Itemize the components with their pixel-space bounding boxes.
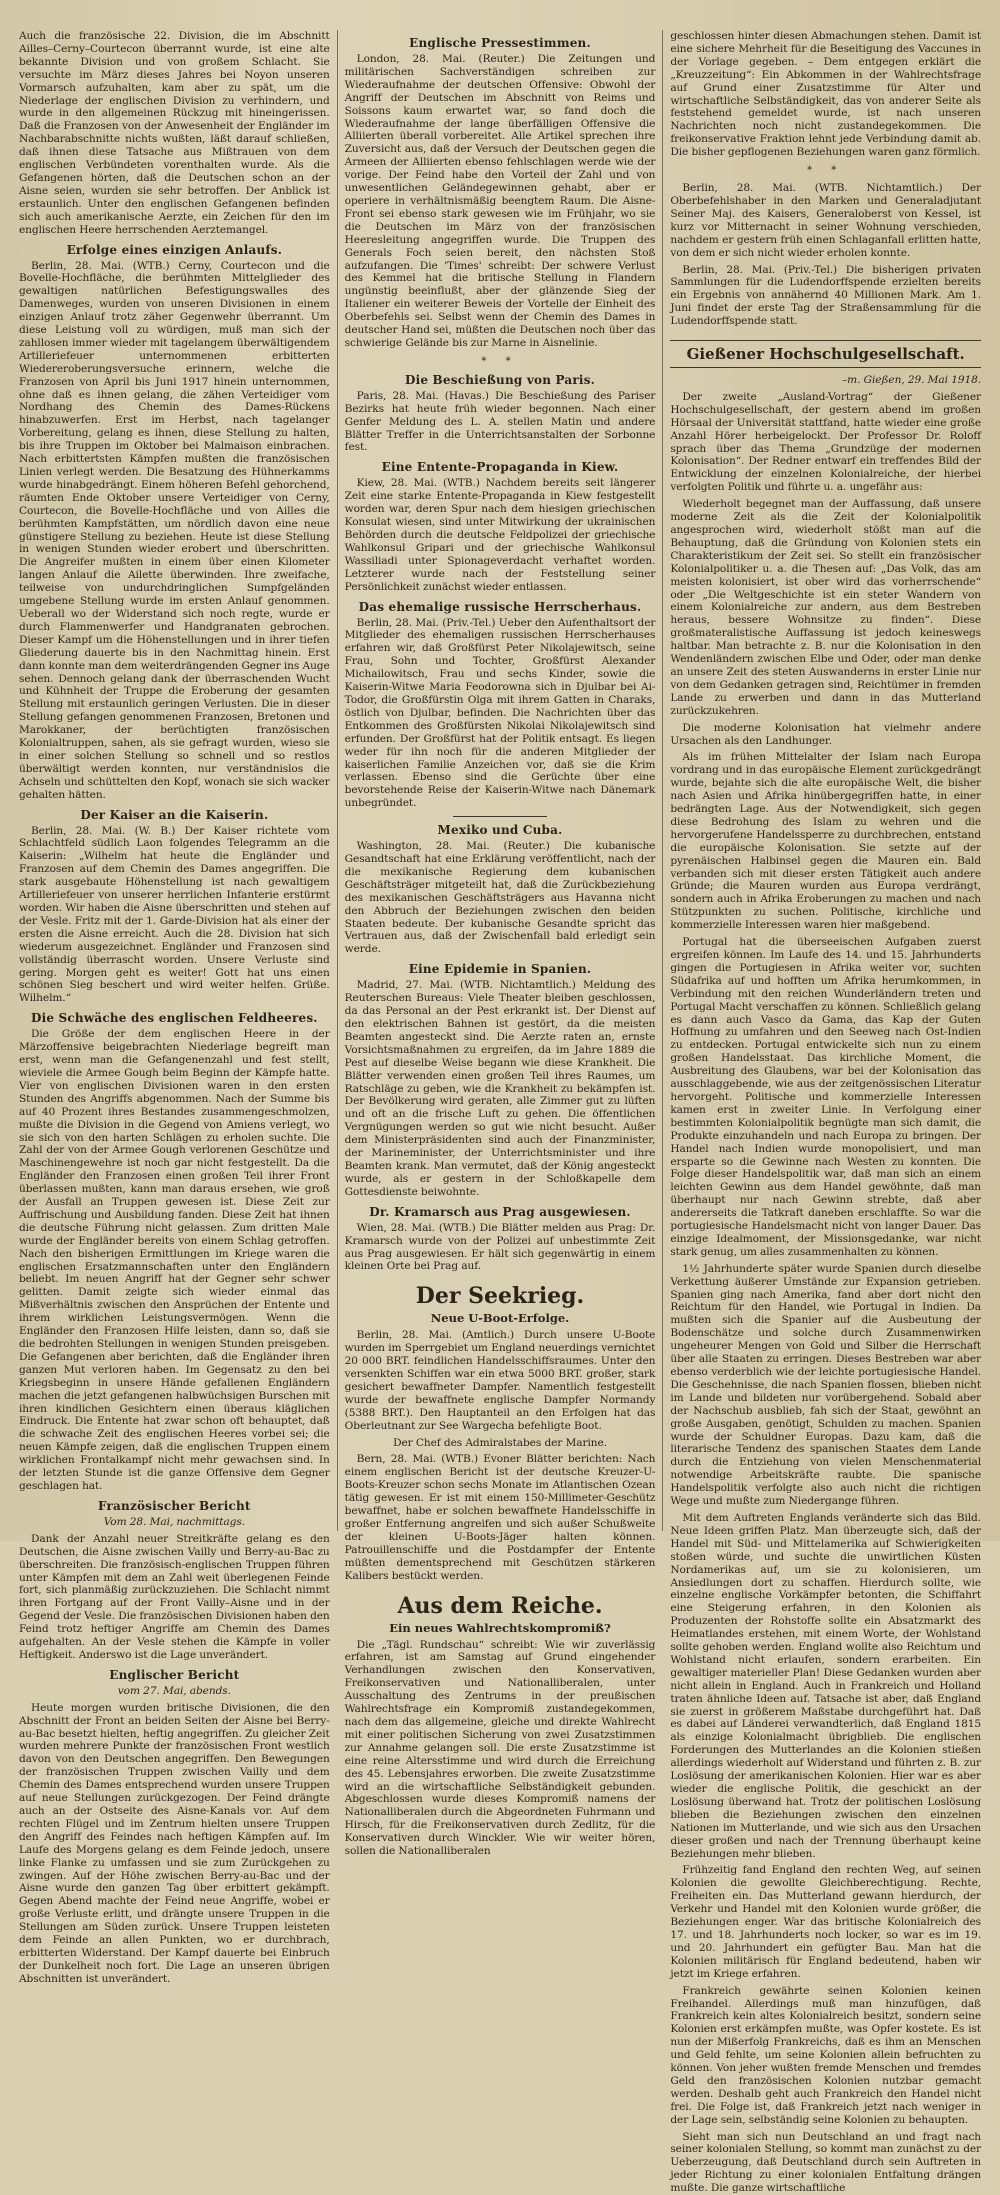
section-divider: * *: [807, 165, 845, 177]
article-ludendorffspende: Berlin, 28. Mai. (Priv.-Tel.) Die bisherigen privaten Sammlungen für die Ludendorffspende erzielten bereits ein Ergebnis von annähernd 40 Millionen Mark. Am 1. Juni findet der erste Tag der Straßensammlung für die Ludendorffspende statt.: [670, 263, 982, 328]
column-left: [12, 30, 337, 1985]
engl-bericht-date: vom 27. Mai, abends.: [117, 1684, 231, 1697]
hochschul-dateline: –m. Gießen, 29. Mai 1918.: [841, 374, 982, 387]
article-herrscherhaus: Berlin, 28. Mai. (Priv.-Tel.) Ueber den Aufenthaltsort der Mitglieder des ehemaligen russischen Herrscherhauses erfahren wir, daß Großfürst Peter Nikolajewitsch, seine Frau, Sohn und Tochter, Großfürst Alexander Michailowitsch, Frau und sechs Kinder, sowie die Kaiserin-Witwe Maria Feodorowna sich in Djulbar bei Ai-Todor, die Großfürstin Olga mit ihrem Gatten in Charaks, östlich von Djulbar, befinden. Die Nachrichten über das Entkommen des Großfürsten Nikolai Nikolajewitsch sind erfunden. Der Großfürst hat der Politik entsagt. Es liegen weder für ihn noch für die anderen Mitglieder der kaiserlichen Familie Anzeichen vor, daß sie die Krim verlassen. Ebenso sind die Gerüchte über eine bevorstehende Reise der Kaiserin-Witwe nach Dänemark unbegründet.: [344, 616, 656, 810]
headline-paris: Die Beschießung von Paris.: [404, 372, 596, 387]
headline-hochschulgesellschaft: Gießener Hochschulgesellschaft.: [670, 340, 981, 368]
article-uboot-signature: Der Chef des Admiralstabes der Marine.: [393, 1436, 607, 1449]
headline-engl-bericht: Englischer Bericht: [109, 1667, 240, 1682]
divider-rule: [453, 816, 546, 817]
article-hochschul-p10: Sieht man sich nun Deutschland an und fragt nach seiner kolonialen Stellung, so kommt man zunächst zu der Ueberzeugung, daß Deutschland durch sein Auftreten in jeder Richtung zu einer kolonialen Entfaltung drängen mußte. Die ganze wirtschaftliche: [670, 2130, 982, 2195]
headline-mexiko: Mexiko und Cuba.: [437, 823, 563, 838]
article-wahlrecht-continued: geschlossen hinter diesen Abmachungen stehen. Damit ist eine sichere Mehrheit für die Beseitigung des Vaccunes in der Vorlage gegeben. – Dem entgegen erklärt die „Kreuzzeitung“: Ein Abkommen in der Wahlrechtsfrage auf Grund einer Zusatzstimme für Alter und wirtschaftliche Selbständigkeit, das von anderer Seite als feststehend gemeldet wurde, ist nach unseren Nachrichten noch nicht zustandegekommen. Die freikonservative Fraktion lehnt jede Verbindung damit ab. Die bisher gepflogenen Beziehungen waren ganz förmlich.: [670, 30, 982, 159]
headline-kramarsch: Dr. Kramarsch aus Prag ausgewiesen.: [369, 1204, 631, 1219]
section-divider: * *: [481, 355, 519, 367]
article-paris: Paris, 28. Mai. (Havas.) Die Beschießung des Pariser Bezirks hat heute früh wieder begonnen. Nach einer Genfer Meldung des L. A. stellen Matin und andere Blätter Treffer in die Unterrichtsanstalten der Sorbonne fest.: [344, 389, 656, 454]
headline-reiche: Aus dem Reiche.: [397, 1592, 603, 1619]
subheadline-uboot: Neue U-Boot-Erfolge.: [430, 1311, 570, 1326]
headline-herrscherhaus: Das ehemalige russische Herrscherhaus.: [358, 599, 642, 614]
article-wahlrecht: Die „Tägl. Rundschau“ schreibt: Wie wir zuverlässig erfahren, ist am Samstag auf Grund eingehender Verhandlungen zwischen den Konservativen, Freikonservativen und Nationalliberalen, unter Ausschaltung des Zentrums in der preußischen Wahlrechtsfrage ein Kompromiß zustandegekommen, nach dem das allgemeine, gleiche und direkte Wahlrecht mit einer politischen Sicherung von zwei Zusatzstimmen zur Annahme gelangen soll. Die erste Zusatzstimme ist eine reine Altersstimme und wird durch die Erreichung des 45. Lebensjahres erworben. Die zweite Zusatzstimme wird an die wirtschaftliche Selbständigkeit gebunden. Abgeschlossen wurde dieses Kompromiß namens der Nationalliberalen durch die Abgeordneten Fuhrmann und Hirsch, für die Freikonservativen durch Zedlitz, für die Konservativen durch Winckler. Wie wir weiter hören, sollen die Nationalliberalen: [344, 1638, 656, 1858]
article-uboot: Berlin, 28. Mai. (Amtlich.) Durch unsere U-Boote wurden im Sperrgebiet um England neuerdings vernichtet 20 000 BRT. feindlichen Handelsschiffsraumes. Unter den versenkten Schiffen war ein etwa 5000 BRT. großer, stark gesichert bewaffneter Dampfer. Namentlich festgestellt wurde der bewaffnete englische Dampfer Normandy (5388 BRT.). Den Hauptanteil an den Erfolgen hat das Oberleutnant zur See Wargecha befehligte Boot.: [344, 1329, 656, 1432]
article-franz-bericht: Dank der Anzahl neuer Streitkräfte gelang es den Deutschen, die Aisne zwischen Vailly und Berry-au-Bac zu überschreiten. Die französisch-englischen Truppen führen unter Kämpfen mit dem an Zahl weit überlegenen Feinde fort, sich planmäßig zurückzuziehen. Die Schlacht nimmt ihren Fortgang auf der Front Vailly–Aisne und in der Gegend der Vesle. Die französischen Divisionen haben den Feind trotz heftiger Angriffe am Chemin des Dames aufgehalten. An der Vesle stehen die Kämpfe in voller Heftigkeit. Anderswo ist die Lage unverändert.: [19, 1532, 330, 1661]
article-hochschul-p2: Wiederholt begegnet man der Auffassung, daß unsere moderne Zeit als die Zeit der Kolonialpolitik angesprochen wird, wiederholt stößt man auf die Behauptung, daß die Gründung von Kolonien stets ein Charakteristikum der Zeit sei. So stellt ein französischer Kolonialpolitiker u. a. die Thesen auf: „Das Volk, das am meisten kolonisiert, ist ober wird das vorherrschende“ oder „Die Weltgeschichte ist ein steter Wandern von einem Kolonialreiche zur andern, aus dem Bestreben heraus, bessere Wohnsitze zu finden“. Diese großmateralistische Auffassung ist jedoch keineswegs haltbar. Man betrachte z. B. nur die Kolonisation in den Wendenländern zwischen Elbe und Oder, oder man denke an unsere Zeit des steten Auswanderns in erster Linie nur von dem Gedanken getragen sind, Reichtümer in fremden Lande zu erwerben und dann in das Mutterland zurückzukehren.: [670, 498, 982, 717]
article-hochschul-p9: Frankreich gewährte seinen Kolonien keinen Freihandel. Allerdings muß man hinzufügen, daß Frankreich kein altes Kolonialreich besitzt, sondern seine Kolonien erst erkämpfen mußte, was Opfer kostete. Es ist nun der Mißerfolg Frankreichs, daß es ihm an Menschen und Geld fehlte, um seine Kolonien allein befruchten zu können. Von jeher wußten fremde Menschen und fremdes Geld den französischen Kolonien nutzbar gemacht werden. Deshalb geht auch Frankreich den Handel nicht frei. Die Folge ist, daß Frankreich jetzt nach weniger in der Lage sein, selbständig seine Kolonien zu behaupten.: [670, 1984, 982, 2126]
article-continuation: Auch die französische 22. Division, die im Abschnitt Ailles–Cerny–Courtecon überrannt wurde, ist eine alte bekannte Division und von großem Schlacht. Sie versuchte im März dieses Jahres bei Noyon unseren Vormarsch aufzuhalten, kam aber zu spät, um die Niederlage der englischen Division zu verhindern, und wurde in den allgemeinen Rückzug mit hineingerissen. Daß die Franzosen von der Anwesenheit der Engländer im Nachbarabschnitte nichts wußten, läßt darauf schließen, daß ihnen diese Tatsache aus Mißtrauen von dem englischen Verbündeten vorenthalten wurde. Als die Gefangenen hörten, daß die Deutschen schon an der Aisne seien, wurden sie sehr betroffen. Der Anblick ist erstaunlich. Unter den englischen Gefangenen befinden sich auch amerikanische Aerzte, ein Zeichen für den im englischen Heere herrschenden Aerztemangel.: [19, 30, 330, 236]
article-hochschul-p7: Mit dem Auftreten Englands veränderte sich das Bild. Neue Ideen griffen Platz. Man überzeugte sich, daß der Handel mit Süd- und Mittelamerika auf Schwierigkeiten stoßen würde, und suchte die unwirtlichen Küsten Nordamerikas auf, um sie zu kolonisieren, um Ansiedlungen dort zu schaffen. Hierdurch sollte, wie einzelne englische Vorkämpfer betonten, die Schiffahrt eine Steigerung erfahren, in den Kolonien als Produzenten der Rohstoffe sollte ein Absatzmarkt des Heimatlandes erstehen, mit einem Worte, der Wohlstand sollte gehoben werden. England wollte also Reichtum und Wohlstand nicht erlaufen, sondern erarbeiten. Ein gewaltiger materieller Plan! Diese Gedanken wurden aber nicht allein in England. Auch in Frankreich und Holland traten ähnliche Ideen auf. Tatsache ist aber, daß England sie zuerst in größerem Maßstabe durchgeführt hat. Daß es dabei auf Länderei verwandterlich, daß England 1815 als einzige Kolonialmacht übrigblieb. Die englischen Forderungen des Mutterlandes an die Kolonien stießen allerdings wiederholt auf Widerstand und führten z. B. zur Loslösung der amerikanischen Kolonien. Hier war es aber wieder die englische Politik, die geschickt an der Loslösung überwand hat. Trotz der politischen Loslösung blieben die Beziehungen zwischen den einzelnen Nationen im Mutterlande, und wie sich aus den Ursachen dieser großen und nach der Trennung überhaupt keine Beziehungen mehr blieben.: [670, 1511, 982, 1860]
article-epidemie: Madrid, 27. Mai. (WTB. Nichtamtlich.) Meldung des Reuterschen Bureaus: Viele Theater bleiben geschlossen, da das Personal an der Pest erkrankt ist. Der Dienst auf den elektrischen Bahnen ist gestört, da die meisten Beamten angesteckt sind. Die Aerzte raten an, ernste Vorsichtsmaßnahmen zu ergreifen, da im Jahre 1889 die Pest auf dieselbe Weise begann wie diese Krankheit. Die Blätter verwenden einen großen Teil ihres Raumes, um Ratschläge zu geben, wie die Krankheit zu bekämpfen ist. Der Bevölkerung wird geraten, alle Zimmer gut zu lüften und oft an die frische Luft zu gehen. Die öffentlichen Vergnügungen werden so gut wie nicht besucht. Außer dem Ministerpräsidenten sind auch der Finanzminister, der Marineminister, der Unterrichtsminister und ihre Beamten krank. Man vermutet, daß der König angesteckt wurde, als er gestern in der Schloßkapelle dem Gottesdienste beiwohnte.: [344, 979, 656, 1198]
article-kessel: Berlin, 28. Mai. (WTB. Nichtamtlich.) Der Oberbefehlshaber in den Marken und Generaladjutant Seiner Maj. des Kaisers, Generaloberst von Kessel, ist kurz vor Mitternacht in seiner Wohnung verschieden, nachdem er gestern früh einen Schlaganfall erlitten hatte, von dem er sich nicht wieder erholen konnte.: [670, 182, 982, 259]
article-kramarsch: Wien, 28. Mai. (WTB.) Die Blätter melden aus Prag: Dr. Kramarsch wurde von der Polizei auf unbestimmte Zeit aus Prag ausgewiesen. Er hält sich gegenwärtig in einem kleinen Orte bei Prag auf.: [344, 1221, 656, 1273]
headline-kiew: Eine Entente-Propaganda in Kiew.: [381, 460, 619, 475]
headline-erfolge: Erfolge eines einzigen Anlaufs.: [66, 242, 283, 257]
article-hochschul-p8: Frühzeitig fand England den rechten Weg, auf seinen Kolonien die gewollte Gleichberechtigung. Rechte, Freiheiten ein. Das Mutterland gewann hierdurch, der Verkehr und Handel mit den Kolonien wurde größer, die Beziehungen enger. War das britische Kolonialreich des 17. und 18. Jahrhunderts noch locker, so war es im 19. und 20. Jahrhundert ein gefügter Bau. Man hat die Kolonien militärisch für England bedeutend, haben wir jetzt im Kriege erfahren.: [670, 1864, 982, 1980]
headline-kaiser: Der Kaiser an die Kaiserin.: [80, 807, 269, 822]
article-mexiko: Washington, 28. Mai. (Reuter.) Die kubanische Gesandtschaft hat eine Erklärung veröffentlicht, nach der die mexikanische Regierung dem kubanischen Geschäftsträger mitgeteilt hat, daß die Zurückbeziehung des mexikanischen Geschäftsträgers aus Havanna nicht den Abbruch der Beziehungen zwischen den beiden Staaten bedeute. Der kubanische Gesandte spricht das Vertrauen aus, daß der Zwischenfall bald erledigt sein werde.: [344, 840, 656, 956]
article-uboot-kreuzer: Bern, 28. Mai. (WTB.) Evoner Blätter berichten: Nach einem englischen Bericht ist der deutsche Kreuzer-U-Boots-Kreuzer schon sechs Monate im Atlantischen Ozean tätig gewesen. Er ist mit einem 150-Millimeter-Geschütz bewaffnet, habe er solchen bewaffnete Handelsschiffe in großer Entfernung angreifen und sich außer Schußweite der kleinen U-Boots-Jäger halten können. Patrouillenschiffe und die Postdampfer der Entente müßten dementsprechend mit Geschützen stärkeren Kalibers bestückt werden.: [344, 1453, 656, 1582]
article-hochschul-p1: Der zweite „Ausland-Vortrag“ der Gießener Hochschulgesellschaft, der gestern abend im großen Hörsaal der Universität stattfand, hatte wieder eine große Anzahl Hörer herbeigelockt. Der Professor Dr. Roloff sprach über das Thema „Grundzüge der modernen Kolonisation“. Der Redner entwarf ein treffendes Bild der Entwicklung der einzelnen Kolonialreiche, der hierbei verfolgten Politik und führte u. a. ungefähr aus:: [670, 390, 982, 494]
article-engl-bericht: Heute morgen wurden britische Divisionen, die den Abschnitt der Front an beiden Seiten der Aisne bei Berry-au-Bac besetzt hielten, heftig angegriffen. Zu gleicher Zeit wurden mehrere Punkte der französischen Front westlich davon von den Deutschen angegriffen. Den Bewegungen der französischen Truppen zwischen Vailly und dem Chemin des Dames entsprechend wurden unsere Truppen auf neue Stellungen zurückgezogen. Der Feind drängte auch an der Ostseite des Aisne-Kanals vor. Auf dem rechten Flügel und im Zentrum hielten unsere Truppen den Angriff des Feindes nach heftigen Kämpfen auf. Im Laufe des Morgens gelang es dem Feinde jedoch, unsere linke Flanke zu umfassen und sie zum Zurückgehen zu zwingen. Auf der Höhe zwischen Berry-au-Bac und der Aisne wurde den ganzen Tag über erbittert gekämpft. Gegen Abend machte der Feind neue Angriffe, wobei er große Verluste erlitt, und drängte unsere Truppen in die Stellungen am Süden zurück. Unsere Truppen leisteten dem Feinde an allen Punkten, wo er durchbrach, erbitterten Widerstand. Der Kampf dauerte bei Einbruch der Dunkelheit noch fort. Die Lage an unseren übrigen Abschnitten ist unverändert.: [19, 1701, 330, 1985]
article-hochschul-p4: Als im frühen Mittelalter der Islam nach Europa vordrang und in das europäische Element zurückgedrängt wurde, bejahte sich die alte europäische Welt, die bisher nach Asien und Afrika hinübergegriffen hatte, in einer bedrängten Lage. Aus der Notwendigkeit, sich gegen diese Bedrohung des Islam zu wehren und die hervorgerufene Handelssperre zu durchbrechen, entstand die europäische Kolonisation. Sie setzte auf der pyrenäischen Halbinsel gegen die Mauren ein. Bald verbanden sich mit dieser ersten Tätigkeit auch andere Gründe; die Mauren wurden aus Europa verdrängt, sondern auch in Afrika Eroberungen zu machen und nach Stützpunkten zu suchen. Politische, kirchliche und kommerzielle Interessen waren hier maßgebend.: [670, 751, 982, 932]
article-kiew: Kiew, 28. Mai. (WTB.) Nachdem bereits seit längerer Zeit eine starke Entente-Propaganda in Kiew festgestellt worden war, deren Spur nach dem hiesigen griechischen Konsulat wiesen, sind unter Mitwirkung der ukrainischen Behörden durch die deutsche Feldpolizei der griechische Wahlkonsul Gripari und der griechische Wahlkonsul Wassiliadi unter Spionageverdacht verhaftet worden. Letzterer wurde nach der Feststellung seiner Persönlichkeit zunächst wieder entlassen.: [344, 477, 656, 593]
column-right: [662, 30, 988, 2195]
article-hochschul-p5: Portugal hat die überseeischen Aufgaben zuerst ergreifen können. Im Laufe des 14. und 15. Jahrhunderts gingen die Portugiesen in Afrika weiter vor, suchten Südafrika auf und hofften um Afrika herumkommen, in Verbindung mit den reichen Wunderländern treten und Portugal Macht verschaffen zu können. Schließlich gelang es dann auch Vasco da Gama, das Kap der Guten Hoffnung zu umfahren und den Seeweg nach Ost-Indien zu entdecken. Portugal entwickelte sich nun zu einem großen Handelsstaat. Das kirchliche Moment, die Ausbreitung des Glaubens, war bei der Kolonisation das ausschlaggebende, wie aus der zeitgenössischen Literatur hervorgeht. Politische und kommerzielle Interessen kamen erst in zweiter Linie. In Verfolgung einer bestimmten Kolonialpolitik begnügte man sich damit, die Produkte einzuhandeln und nach Europa zu bringen. Der Handel nach Indien wurde monopolisiert, und man ersparte so die Gewinne nach Westen zu konnten. Die Folge dieser Handelspolitik war, daß man sich an einem leichten Gewinn aus dem Handel gewöhnte, daß man überhaupt nur nach Gewinn strebte, daß aber andererseits die Tatkraft daneben erschlaffte. So war die portugiesische Handelsmacht nicht von langer Dauer. Das einzige Idealmoment, der Missionsgedanke, war nicht stark genug, um alles zusammenhalten zu können.: [670, 936, 982, 1258]
article-pressestimmen: London, 28. Mai. (Reuter.) Die Zeitungen und militärischen Sachverständigen schreiben zur Wiederaufnahme der deutschen Offensive: Obwohl der Angriff der Deutschen im Abschnitt von Reims und Soissons kaum erwartet war, so fand doch die Wiederaufnahme der lange überfälligen Offensive die Alliierten überall vorbereitet. Alle Artikel sprechen ihre Zuversicht aus, daß der Versuch der Deutschen gegen die Armeen der Alliierten ebenso fehlschlagen werde wie der vorige. Der Feind habe den Vorteil der Zahl und von unwesentlichen Geländegewinnen gehabt, aber er operiere in verhältnismäßig beengtem Raum. Die Aisne-Front sei ebenso stark gewesen wie im Frühjahr, wo sie die Deutschen im März von der französischen Heeresleitung angegriffen wurde. Die Truppen des Generals Foch seien bereit, den nächsten Stoß aufzufangen. Die 'Times' schreibt: Der schwere Verlust des Kemmel hat die britische Stellung in Flandern ungünstig beeinflußt, aber der glänzende Sieg der Italiener ein weiterer Beweis der Vortelle der Einheit des Oberbefehls sei. Selbst wenn der Chemin des Dames in deutscher Hand sei, müßten die Deutschen noch über das schwierige Gelände bis zur Marne in Aisnelinie.: [344, 53, 656, 349]
headline-schwaeche: Die Schwäche des englischen Feldheeres.: [30, 1011, 318, 1026]
article-schwaeche: Die Größe der dem englischen Heere in der Märzoffensive beigebrachten Niederlage begreift man erst, wenn man die Gefangenenzahl und fest stellt, wieviele die Armee Gough beim Beginn der Kämpfe hatte. Vier von englischen Divisionen waren in den ersten Stunden des Angriffs abgenommen. Nach der Summe bis auf 40 Prozent ihres Bestandes zusammengeschmolzen, mußte die Division in die Gegend von Amiens verlegt, wo sie sich von den harten Schlägen zu erholen suchte. Die Zahl der von der Armee Gough verlorenen Geschütze und Maschinengewehre ist noch gar nicht festgestellt. Da die Engländer den Franzosen einen großen Teil ihrer Front überlassen mußten, kann man daraus ersehen, wie groß der Ausfall an Truppen gewesen ist. Diese Zeit zur Auffrischung und Ausbildung fanden. Diese Zeit hat ihnen die deutsche Führung nicht gelassen. Zum dritten Male wurde der Engländer bereits von einem Schlag getroffen. Nach den bisherigen Ermittlungen im Kriege waren die englischen Ersatzmannschaften unter den Engländern beliebt. Im neuen Angriff hat der Gegner sehr schwer gelitten. Damit zeigte sich wieder einmal das Mißverhältnis zwischen den Ansprüchen der Entente und ihrem wirklichen Leistungsvermögen. Wenn die Engländer den Franzosen Hilfe leisten, dann so, daß sie die bedrohten Stellungen in wenigen Stunden preisgeben. Die Gefangenen aber berichten, daß die Engländer ihren ganzen Mut verloren haben. Im Gegensatz zu den bei Kriegsbeginn in unsere Hände gefallenen Engländern machen die jetzt gefangenen halbwüchsigen Burschen mit ihren kindlichen Gesichtern einen überaus kläglichen Eindruck. Die Entente hat zwar schon oft behauptet, daß die schwache Zeit des englischen Heeres vorbei sei; die neuen Kämpfe zeigen, daß die englischen Truppen einem wirklichen Frontalkampf nicht mehr gewachsen sind. In der letzten Stunde ist die ganze Offensive dem Gegner geschlagen hat.: [19, 1028, 330, 1492]
headline-epidemie: Eine Epidemie in Spanien.: [408, 962, 592, 977]
article-erfolge: Berlin, 28. Mai. (WTB.) Cerny, Courtecon und die Bovelle-Hochfläche, die berühmten Mittelglieder des gewaltigen natürlichen Befestigungswalles des Damenweges, wurden von unseren Divisionen in einem einzigen Anlauf trotz zäher Gegenwehr überrannt. Um diese Leistung voll zu würdigen, muß man sich der zahllosen immer wieder mit tagelangem überwältigendem Artilleriefeuer unternommenen erbitterten Wiedereroberungsversuche erinnern, welche die Franzosen von April bis Juni 1917 hinein unternommen, ohne daß es ihnen gelang, die zähen Verteidiger vom Nordhang des Chemin des Dames-Rückens hinabzuwerfen. Erst im Herbst, nach tagelanger Vorbereitung, gelang es ihnen, diese Stellung zu halten, bis ihre Truppen im Oktober bei Malmaison einbrachen. Nach erbittertsten Kämpfen mußten die französischen Linien verlegt werden. Die Besatzung des Hühnerkamms wurde hinabgedrängt. Einem höheren Befehl gehorchend, räumten Ende Oktober unsere Verteidiger von Cerny, Courtecon, die Bovelle-Hochfläche und von Ailles die berühmten Kampfstätten, um nördlich davon eine neue günstigere Stellung zu beziehen. Heute ist diese Stellung in wenigen Stunden wieder erobert und überschritten. Die Angreifer mußten in einem über einen Kilometer langen Anlauf die Ailette überwinden. Ihre zweifache, teilweise von undurchdringlichen Sumpfgeländen umgebene Stellung wurde im ersten Anlauf genommen. Ueberall wo der Widerstand sich noch regte, wurde er durch Flammenwerfer und Handgranaten gebrochen. Dieser Kampf um die Höhenstellungen und in ihrer tiefen Gliederung dauerte bis in den Nachmittag hinein. Erst dann konnte man dem weiterdrängenden Gegner ins Auge sehen. Dennoch gelang dank der überraschenden Wucht und Kühnheit der Truppe die Eroberung der gesamten Stellung mit erstaunlich geringen Verlusten. Die in dieser Stellung gefangen genommenen Franzosen, Bretonen und Marokkaner, der berüchtigten französischen Kolonialtruppen, sahen, als sie gefragt wurden, wieso sie in einer solchen Stellung so schnell und so restlos überwältigt werden konnten, nur verständnislos die Achseln und schüttelten den Kopf, wonach sie sich wacker gehalten hätten.: [19, 259, 330, 801]
subheadline-wahlrecht: Ein neues Wahlrechtskompromiß?: [389, 1620, 611, 1635]
article-kaiser: Berlin, 28. Mai. (W. B.) Der Kaiser richtete vom Schlachtfeld südlich Laon folgendes Telegramm an die Kaiserin: „Wilhelm hat heute die Engländer und Franzosen auf dem Chemin des Dames angegriffen. Die stark ausgebaute Höhenstellung ist nach gewaltigem Artilleriefeuer von unserer herrlichen Infanterie erstürmt worden. Wir haben die Aisne überschritten und stehen auf der Vesle. Fritz mit der 1. Garde-Division hat als einer der ersten die Aisne erreicht. Auch die 28. Division hat sich wiederum ausgezeichnet. Engländer und Franzosen sind vollständig überrascht worden. Unsere Verluste sind gering. Morgen geht es weiter! Gott hat uns einen schönen Sieg beschert und wird weiter helfen. Grüße. Wilhelm.“: [19, 824, 330, 1005]
columns: [12, 30, 988, 2195]
article-hochschul-p6: 1½ Jahrhunderte später wurde Spanien durch dieselbe Verkettung äußerer Umstände zur Expansion getrieben. Spanien ging nach Amerika, fand aber dort nicht den Reichtum für den Handel, wie Portugal in Indien. Da mußten sich die Spanier auf die Ausbeutung der Bodenschätze und solche durch Zusammenwirken ungeheurer Mengen von Gold und Silber die Herrschaft über alle Staaten zu erringen. Dieses Bestreben war aber ebenso verderblich wie der leichte portugiesische Handel. Die Geschehnisse, die nach Spanien flossen, blieben nicht im Lande und bildeten nur vorübergehend. Sobald aber der Nachschub ausblieb, fah sich der Staat, gewöhnt an große Ausgaben, genötigt, Schulden zu machen. Spanien wurde der Schuldner Europas. Dazu kam, daß die literarische Tendenz des spanischen Staates dem Lande durch die Entziehung von vielen Menschenmaterial notwendige Arbeitskräfte raubte. Die spanische Handelspolitik verfolgte also auch nicht die richtigen Wege und mußte zum Niedergange führen.: [670, 1262, 982, 1508]
franz-bericht-date: Vom 28. Mai, nachmittags.: [103, 1515, 245, 1528]
headline-franz-bericht: Französischer Bericht: [98, 1498, 251, 1513]
article-hochschul-p3: Die moderne Kolonisation hat vielmehr andere Ursachen als den Landhunger.: [670, 721, 982, 747]
headline-pressestimmen: Englische Pressestimmen.: [409, 36, 591, 50]
headline-seekrieg: Der Seekrieg.: [415, 1283, 585, 1310]
column-middle: [337, 30, 663, 1858]
